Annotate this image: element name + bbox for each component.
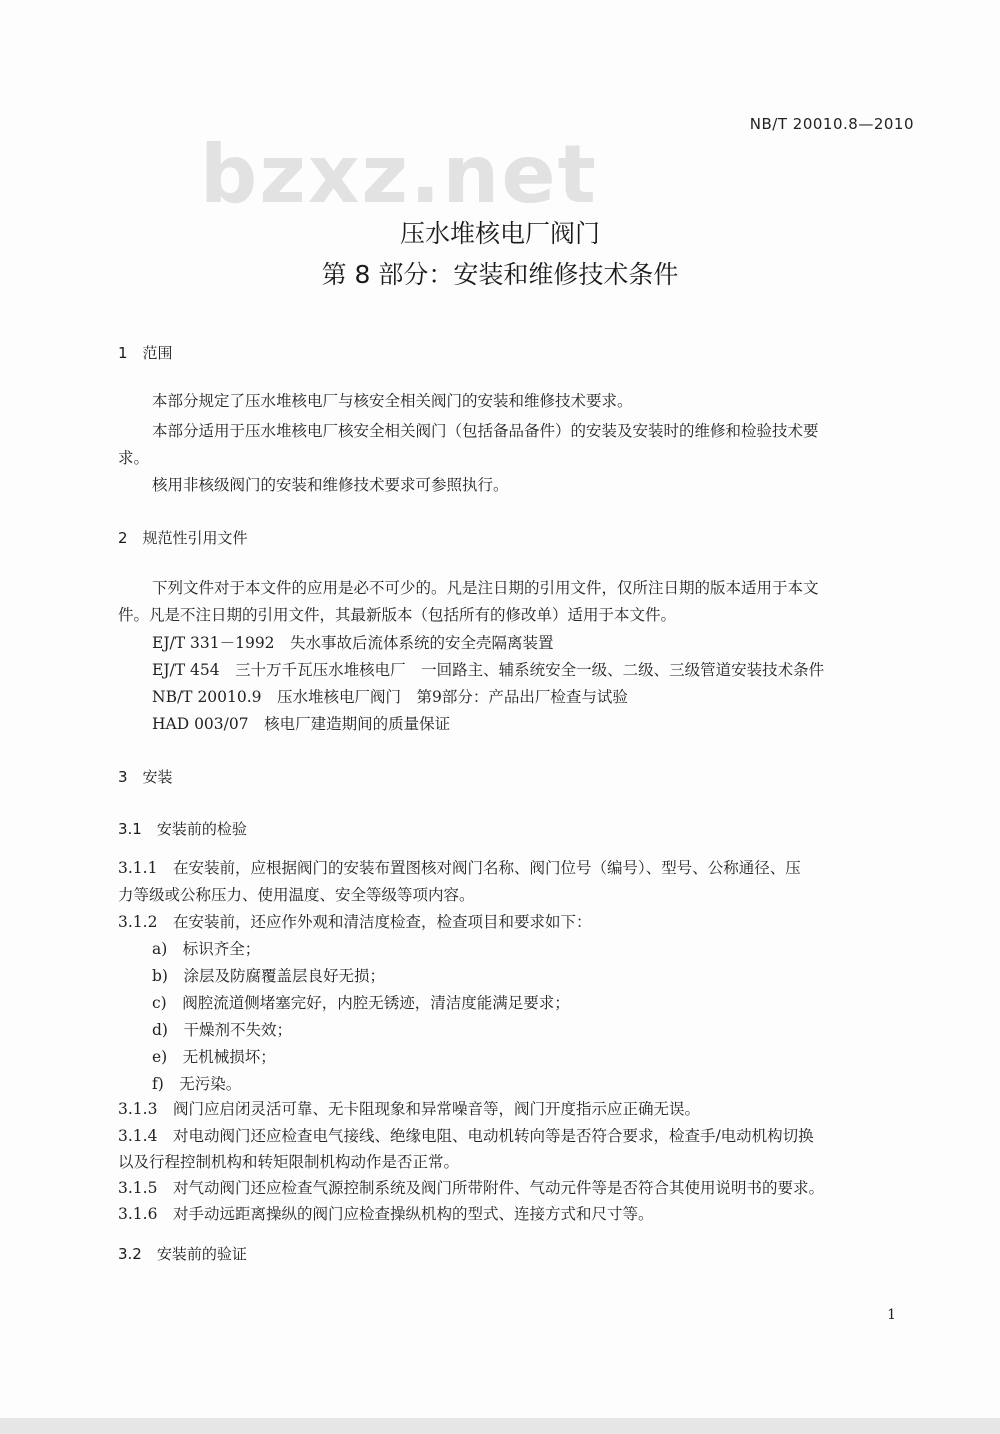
reference-item: HAD 003/07 核电厂建造期间的质量保证 bbox=[152, 715, 451, 733]
checklist-item: f) 无污染。 bbox=[152, 1075, 242, 1093]
section-2-intro: 下列文件对于本文件的应用是必不可少的。凡是注日期的引用文件，仅所注日期的版本适用于本文 bbox=[152, 579, 819, 597]
clause-3-1-5: 3.1.5 对气动阀门还应检查气源控制系统及阀门所带附件、气动元件等是否符合其使用说明书的要求。 bbox=[118, 1179, 824, 1197]
clause-3-1-1-cont: 力等级或公称压力、使用温度、安全等级等项内容。 bbox=[118, 886, 475, 904]
reference-item: EJ/T 331－1992 失水事故后流体系统的安全壳隔离装置 bbox=[152, 634, 554, 652]
title-line-2: 第 8 部分：安装和维修技术条件 bbox=[321, 260, 679, 289]
section-2-intro-cont: 件。凡是不注日期的引用文件，其最新版本（包括所有的修改单）适用于本文件。 bbox=[118, 606, 677, 624]
clause-3-1-6: 3.1.6 对手动远距离操纵的阀门应检查操纵机构的型式、连接方式和尺寸等。 bbox=[118, 1205, 654, 1223]
section-3-1-heading: 3.1 安装前的检验 bbox=[118, 820, 247, 838]
checklist-item: a) 标识齐全； bbox=[152, 940, 261, 958]
page-number: 1 bbox=[887, 1307, 896, 1323]
clause-3-1-1: 3.1.1 在安装前，应根据阀门的安装布置图核对阀门名称、阀门位号（编号）、型号、公称通径、压 bbox=[118, 859, 801, 877]
section-3-heading: 3 安装 bbox=[118, 768, 173, 786]
section-3-2-heading: 3.2 安装前的验证 bbox=[118, 1245, 247, 1263]
clause-3-1-3: 3.1.3 阀门应启闭灵活可靠、无卡阻现象和异常噪音等，阀门开度指示应正确无误。 bbox=[118, 1100, 700, 1118]
clause-3-1-2: 3.1.2 在安装前，还应作外观和清洁度检查，检查项目和要求如下： bbox=[118, 913, 592, 931]
section-1-paragraph-1: 本部分规定了压水堆核电厂与核安全相关阀门的安装和维修技术要求。 bbox=[152, 392, 633, 410]
reference-item: NB/T 20010.9 压水堆核电厂阀门 第9部分：产品出厂检查与试验 bbox=[152, 688, 628, 706]
clause-3-1-4-cont: 以及行程控制机构和转矩限制机构动作是否正常。 bbox=[118, 1153, 460, 1171]
checklist-item: e) 无机械损坏； bbox=[152, 1048, 276, 1066]
section-1-heading: 1 范围 bbox=[118, 344, 173, 362]
checklist-item: c) 阀腔流道侧堵塞完好，内腔无锈迹，清洁度能满足要求； bbox=[152, 994, 570, 1012]
section-1-paragraph-3: 核用非核级阀门的安装和维修技术要求可参照执行。 bbox=[152, 476, 509, 494]
section-2-heading: 2 规范性引用文件 bbox=[118, 529, 248, 547]
clause-3-1-4: 3.1.4 对电动阀门还应检查电气接线、绝缘电阻、电动机转向等是否符合要求，检查手/电动机构切换 bbox=[118, 1127, 814, 1145]
standard-code: NB/T 20010.8—2010 bbox=[749, 115, 914, 133]
reference-item: EJ/T 454 三十万千瓦压水堆核电厂 一回路主、辅系统安全一级、二级、三级管道安装技术条件 bbox=[152, 661, 825, 679]
section-1-paragraph-2: 本部分适用于压水堆核电厂核安全相关阀门（包括备品备件）的安装及安装时的维修和检验技术要 bbox=[152, 422, 819, 440]
scroll-edge bbox=[0, 1418, 1000, 1434]
checklist-item: d) 干燥剂不失效； bbox=[152, 1021, 292, 1039]
title-line-1: 压水堆核电厂阀门 bbox=[399, 219, 600, 248]
watermark: bzxz.net bbox=[200, 128, 598, 221]
checklist-item: b) 涂层及防腐覆盖层良好无损； bbox=[152, 967, 385, 985]
section-1-paragraph-2-cont: 求。 bbox=[118, 449, 150, 467]
